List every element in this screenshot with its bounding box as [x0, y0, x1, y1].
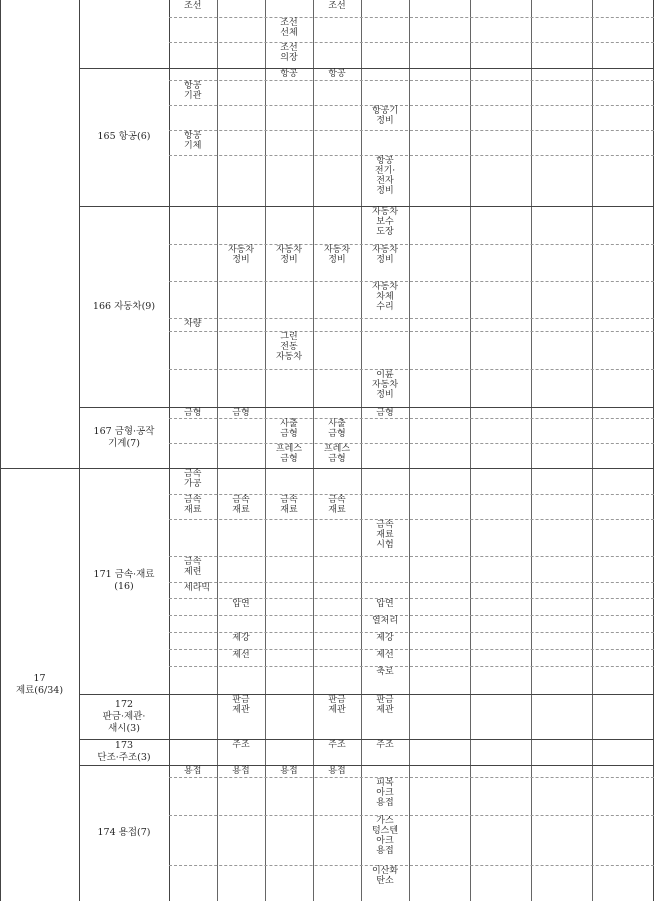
grid-row-line [169, 582, 654, 583]
table-cell: 자동차 보수 도장 [371, 207, 399, 237]
table-cell: 제선 [376, 650, 394, 660]
table-cell: 금속 재료 시험 [376, 520, 394, 550]
grid-row-line [169, 666, 654, 667]
table-cell: 조선 의장 [280, 43, 298, 63]
grid-row-line [169, 519, 654, 520]
table-cell: 용접 [280, 766, 298, 776]
group-label: 173 단조·주조(3) [97, 740, 151, 763]
group-label: 171 금속·재료 (16) [93, 569, 155, 592]
table-cell: 금속 가공 [184, 469, 202, 489]
group-divider [79, 68, 654, 69]
grid-row-line [169, 17, 654, 18]
grid-row-line [169, 777, 654, 778]
table-cell: 금속 제련 [184, 557, 202, 577]
grid-row-line [169, 281, 654, 282]
table-cell: 판금 제관 [328, 695, 346, 715]
table-cell: 자동차 정비 [227, 245, 255, 265]
table-cell: 조선 [328, 1, 346, 11]
table-cell: 가스 텅스텐 아크 용접 [371, 816, 399, 856]
grid-row-line [169, 865, 654, 866]
table-cell: 이륜 자동차 정비 [371, 370, 399, 400]
table-cell: 항공 [328, 69, 346, 79]
group-label: 166 자동차(9) [92, 300, 156, 312]
table-cell: 조선 [184, 1, 202, 11]
table-cell: 판금 제관 [232, 695, 250, 715]
table-cell: 용접 [184, 766, 202, 776]
group-label: 172 판금·제관· 새시(3) [102, 698, 146, 734]
grid-row-line [169, 331, 654, 332]
table-cell: 조선 선체 [280, 18, 298, 38]
table-cell: 항공 전기· 전자 정비 [374, 156, 396, 196]
table-cell: 피복 아크 용접 [376, 778, 394, 808]
grid-row-line [169, 105, 654, 106]
table-cell: 항공 기체 [184, 131, 202, 151]
group-label: 165 항공(6) [97, 131, 151, 142]
table-cell: 사출 금형 [280, 419, 298, 439]
table-cell: 그린 전동 자동차 [275, 332, 303, 362]
grid-row-line [169, 130, 654, 131]
table-cell: 금속 재료 [232, 495, 250, 515]
table-cell: 자동차 차체 수리 [371, 282, 399, 312]
group-divider [79, 765, 654, 766]
table-cell: 금속 재료 [280, 495, 298, 515]
table-cell: 금형 [232, 408, 250, 418]
table-cell: 열처리 [371, 616, 399, 626]
table-cell: 주조 [376, 740, 394, 750]
grid-row-line [169, 556, 654, 557]
grid-row-line [169, 615, 654, 616]
table-cell: 항공기 정비 [371, 106, 399, 126]
table-cell: 사출 금형 [328, 419, 346, 439]
table-cell: 제강 [376, 633, 394, 643]
table-cell: 자동차 정비 [323, 245, 351, 265]
group-label: 174 용접(7) [97, 827, 151, 838]
table-cell: 금속 재료 [184, 495, 202, 515]
grid-row-line [169, 418, 654, 419]
group-label: 167 금형·공작 기계(7) [93, 425, 155, 449]
category-label: 17 제료(6/34) [15, 672, 64, 696]
table-cell: 세라믹 [184, 583, 211, 593]
table-cell: 제선 [232, 650, 250, 660]
grid-row-line [169, 42, 654, 43]
table-cell: 항공 기관 [184, 81, 202, 101]
grid-column-line [0, 0, 1, 901]
grid-row-line [169, 80, 654, 81]
table-cell: 주조 [328, 740, 346, 750]
table-cell: 이산화 탄소 [371, 866, 399, 886]
table-cell: 축로 [376, 667, 394, 677]
grid-row-line [169, 369, 654, 370]
table-cell: 용접 [328, 766, 346, 776]
table-cell: 용접 [232, 766, 250, 776]
table-cell: 금속 재료 [328, 495, 346, 515]
table-cell: 항공 [280, 69, 298, 79]
table-cell: 제강 [232, 633, 250, 643]
table-cell: 금형 [184, 408, 202, 418]
table-cell: 압연 [376, 599, 394, 609]
table-cell: 판금 제관 [376, 695, 394, 715]
grid-row-line [169, 318, 654, 319]
table-cell: 자동차 정비 [371, 245, 399, 265]
grid-row-line [169, 815, 654, 816]
grid-row-line [169, 443, 654, 444]
table-cell: 차량 [184, 319, 202, 329]
table-cell: 프레스 금형 [323, 444, 351, 464]
table-cell: 주조 [232, 740, 250, 750]
table-cell: 자동차 정비 [275, 245, 303, 265]
category-divider [0, 468, 654, 469]
table-cell: 압연 [232, 599, 250, 609]
table-cell: 금형 [376, 408, 394, 418]
grid-row-line [169, 155, 654, 156]
table-cell: 프레스 금형 [275, 444, 303, 464]
